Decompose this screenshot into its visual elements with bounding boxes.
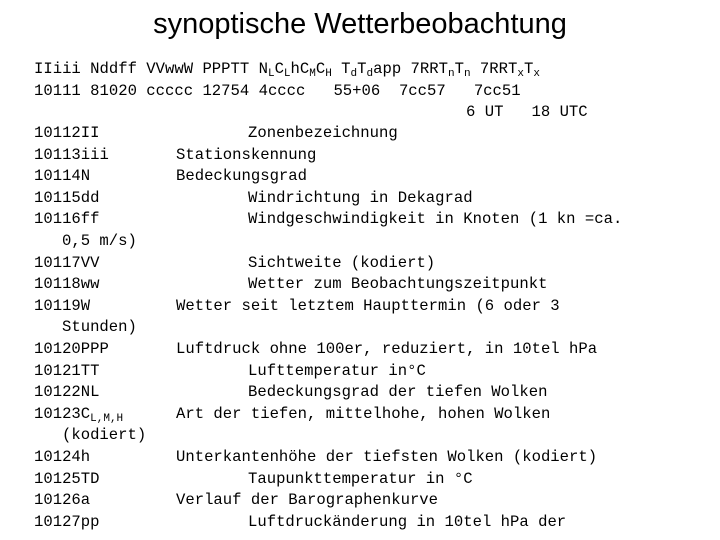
header-line-3: 6 UT 18 UTC xyxy=(466,103,588,121)
code-subscript: L,M,H xyxy=(90,412,124,425)
code-description: Stationskennung xyxy=(176,145,317,164)
code-description: Windrichtung in Dekagrad xyxy=(248,188,473,207)
code-row xyxy=(34,512,567,534)
code-label: 10124h xyxy=(34,448,91,466)
code-description: Sichtweite (kodiert) xyxy=(248,253,436,272)
code-label: 10122NL xyxy=(34,383,100,402)
code-label: 10119W xyxy=(34,296,91,315)
code-label: 10112II xyxy=(34,124,100,142)
description-continuation: 0,5 m/s) xyxy=(62,232,137,250)
code-row xyxy=(34,123,398,145)
code-label: 10116ff xyxy=(34,210,100,229)
code-description: Windgeschwindigkeit in Knoten (1 kn =ca. xyxy=(248,210,623,229)
description-continuation: Stunden) xyxy=(62,318,137,337)
code-description: Bedeckungsgrad der tiefen Wolken xyxy=(248,383,548,402)
code-row xyxy=(34,490,439,512)
code-description: Lufttemperatur in°C xyxy=(248,361,426,380)
code-row xyxy=(34,447,598,469)
code-row xyxy=(34,253,436,275)
code-description: Wetter zum Beobachtungszeitpunkt xyxy=(248,275,548,294)
code-row xyxy=(34,404,551,426)
code-label: 10125TD xyxy=(34,469,100,488)
code-description: Zonenbezeichnung xyxy=(248,124,398,142)
page-title: synoptische Wetterbeobachtung xyxy=(153,8,567,40)
code-row xyxy=(34,274,548,296)
code-label: 10115dd xyxy=(34,188,100,207)
code-row xyxy=(34,296,560,318)
code-label: 10123C xyxy=(34,404,91,423)
code-label: 10126a xyxy=(34,491,91,510)
code-label: 10121TT xyxy=(34,361,100,380)
code-description: Art der tiefen, mittelhohe, hohen Wolken xyxy=(176,404,551,423)
code-label: 10118ww xyxy=(34,275,100,294)
header-line-1: IIiii Nddff VVwwW PPPTT $N_LC_LhC_MC_H$ $T_dT_dapp$ $7RRT_nT_n$ $7RRT_xT_x$ xyxy=(34,60,540,80)
code-row xyxy=(34,361,426,383)
code-label: 10113iii xyxy=(34,145,109,164)
code-row xyxy=(34,188,473,210)
synop-header xyxy=(34,59,540,102)
header-line-2: 10111 81020 ccccc 12754 4cccc 55+06 7cc57 7cc51 xyxy=(34,81,521,100)
code-description: Unterkantenhöhe der tiefsten Wolken (kodiert) xyxy=(176,448,598,466)
code-row xyxy=(34,166,308,188)
code-row xyxy=(34,145,317,167)
code-description: Luftdruck ohne 100er, reduziert, in 10tel hPa xyxy=(176,340,598,358)
code-label: 10120PPP xyxy=(34,340,109,358)
code-description: Wetter seit letztem Haupttermin (6 oder 3 xyxy=(176,296,560,315)
code-description: Taupunkttemperatur in °C xyxy=(248,469,473,488)
code-row xyxy=(34,469,473,491)
code-row xyxy=(34,339,598,361)
description-continuation: (kodiert) xyxy=(62,426,147,445)
code-row xyxy=(34,382,548,404)
code-label: 10117VV xyxy=(34,253,100,272)
code-description: Bedeckungsgrad xyxy=(176,167,308,186)
code-row xyxy=(34,209,623,231)
code-description: Verlauf der Barographenkurve xyxy=(176,491,439,510)
code-description: Luftdruckänderung in 10tel hPa der xyxy=(248,512,567,531)
code-label: 10127pp xyxy=(34,512,100,531)
code-label: 10114N xyxy=(34,167,91,186)
